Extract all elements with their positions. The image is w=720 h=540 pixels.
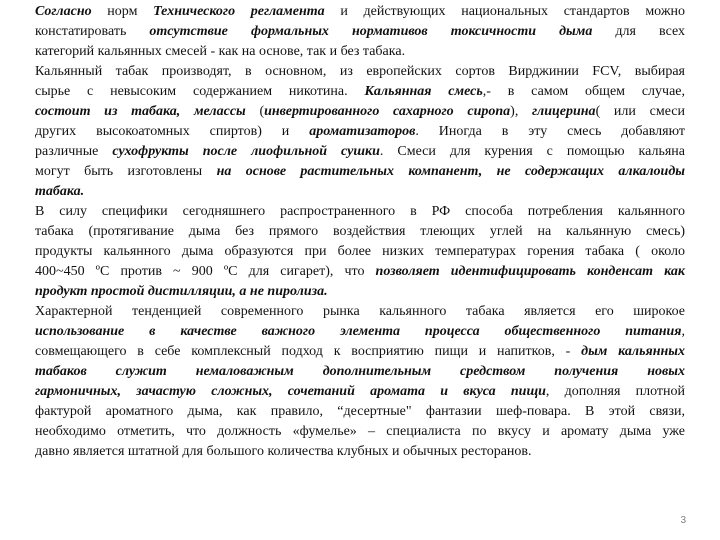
text-line xyxy=(35,242,685,262)
text-line xyxy=(35,442,685,462)
text-line xyxy=(35,422,685,442)
page-number: 3 xyxy=(680,515,686,526)
emphasis-run: позволяет идентифицировать конденсат как xyxy=(375,264,685,279)
text-run xyxy=(124,324,149,339)
text-line xyxy=(35,402,685,422)
text-run: . Смеси для курения с помощью кальяна xyxy=(379,144,685,159)
text-run: Характерной тенденцией современного рынка кальянного табака является его широкое xyxy=(35,304,685,319)
text-line xyxy=(35,302,685,322)
text-run: , дополняя плотной xyxy=(545,384,686,399)
emphasis-run: в качестве важного элемента процесса общественного питания xyxy=(149,324,682,339)
text-run: продукты кальянного дыма образуются при более низких температурах горения табака ( около xyxy=(35,244,685,259)
text-run: совмещающего в себе комплексный подход к восприятию пищи и напитков, - xyxy=(35,344,582,359)
text-line xyxy=(35,42,685,62)
emphasis-run: гармоничных, зачастую сложных, сочетаний аромата и вкуса пищи xyxy=(35,384,546,399)
emphasis-run: табаков служит немаловажным дополнительным средством получения новых xyxy=(35,364,685,379)
text-run: ,- в самом общем случае, xyxy=(482,84,686,99)
text-run: давно является штатной для большого количества клубных и обычных ресторанов. xyxy=(35,444,532,459)
text-line xyxy=(35,162,685,182)
emphasis-run: Кальянная смесь xyxy=(364,84,483,99)
text-line xyxy=(35,62,685,82)
text-line xyxy=(35,22,685,42)
emphasis-run: Технического регламента xyxy=(153,4,325,19)
emphasis-run: отсутствие формальных нормативов токсичности дыма xyxy=(149,24,593,39)
emphasis-run: дым кальянных xyxy=(581,344,685,359)
emphasis-run: использование xyxy=(35,324,125,339)
text-line xyxy=(35,82,685,102)
emphasis-run: табака. xyxy=(35,184,85,199)
emphasis-run: продукт простой дистилляции, а не пиролиза. xyxy=(35,284,328,299)
text-run: 400~450 ºС против ~ 900 ºС для сигарет), что xyxy=(35,264,376,279)
text-line xyxy=(35,2,685,22)
body-text xyxy=(35,2,685,462)
text-run: фактурой ароматного дыма, как правило, “десертные" фантазии шеф-повара. В этой связи, xyxy=(35,404,685,419)
text-line xyxy=(35,102,685,122)
text-run: для всех xyxy=(592,24,685,39)
text-line xyxy=(35,222,685,242)
text-run: констатировать xyxy=(35,24,150,39)
text-line xyxy=(35,262,685,282)
emphasis-run: на основе растительных компанент, не содержащих алкалоиды xyxy=(216,164,685,179)
emphasis-run: инвертированного сахарного сиропа xyxy=(264,104,511,119)
text-run: других высокоатомных спиртов) и xyxy=(35,124,310,139)
text-run: ( xyxy=(245,104,265,119)
emphasis-run: ароматизаторов xyxy=(309,124,416,139)
text-run: могут быть изготовлены xyxy=(35,164,217,179)
text-line xyxy=(35,342,685,362)
text-run: . Иногда в эту смесь добавляют xyxy=(415,124,686,139)
text-run: необходимо отметить, что должность «фумелье» – специалиста по вкусу и аромату дыма уже xyxy=(35,424,685,439)
emphasis-run: сухофрукты после лиофильной сушки xyxy=(112,144,380,159)
text-line xyxy=(35,182,685,202)
text-line xyxy=(35,282,685,302)
text-line xyxy=(35,382,685,402)
text-run: Кальянный табак производят, в основном, из европейских сортов Вирджинии FCV, выбирая xyxy=(35,64,685,79)
text-run: табака (протягивание дыма без прямого воздействия тлеющих углей на кальянную смесь) xyxy=(35,224,685,239)
text-line xyxy=(35,362,685,382)
text-run: , xyxy=(681,324,685,339)
text-run: ( или смеси xyxy=(595,104,685,119)
text-run: категорий кальянных смесей - как на основе, так и без табака. xyxy=(35,44,406,59)
text-line xyxy=(35,142,685,162)
text-line xyxy=(35,202,685,222)
emphasis-run: глицерина xyxy=(532,104,596,119)
emphasis-run: состоит из табака, мелассы xyxy=(35,104,246,119)
text-run: норм xyxy=(91,4,154,19)
text-run: сырье с невысоким содержанием никотина. xyxy=(35,84,365,99)
text-run: и действующих национальных стандартов можно xyxy=(324,4,685,19)
emphasis-run: Согласно xyxy=(35,4,92,19)
text-line xyxy=(35,322,685,342)
text-run: различные xyxy=(35,144,113,159)
text-run: ), xyxy=(510,104,533,119)
text-line xyxy=(35,122,685,142)
text-run: В силу специфики сегодняшнего распространенного в РФ способа потребления кальянного xyxy=(35,204,685,219)
